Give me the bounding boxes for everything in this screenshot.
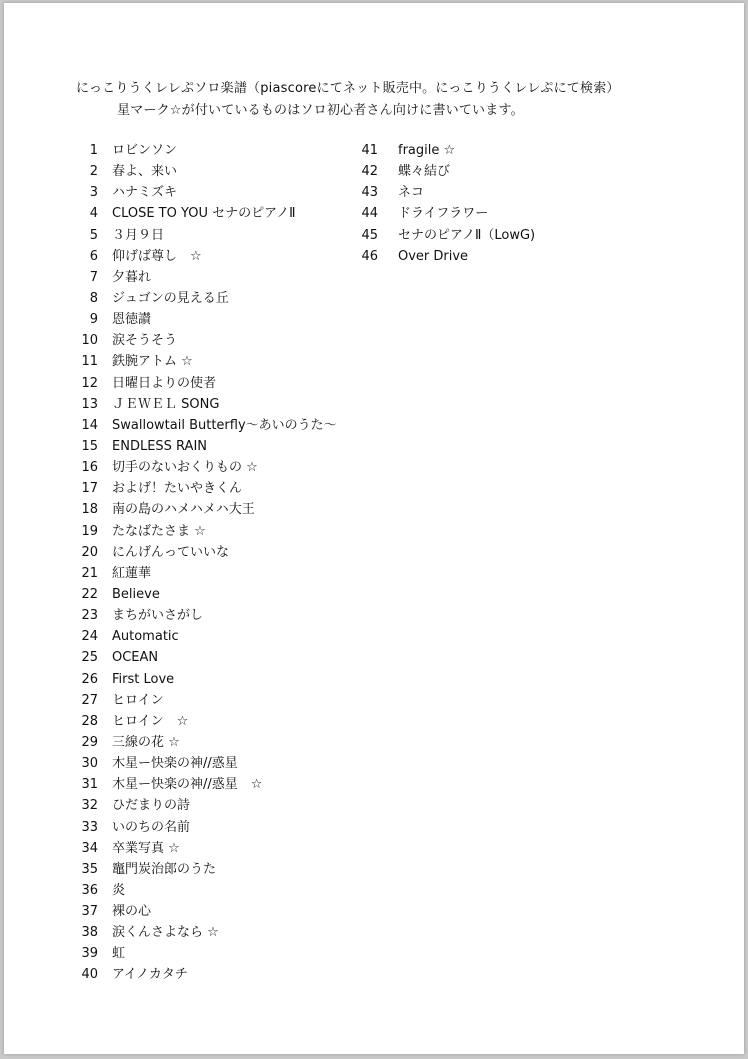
- song-title: 虹: [112, 946, 126, 962]
- song-title: ジュゴンの見える丘: [112, 290, 229, 306]
- song-number: 21: [81, 565, 98, 581]
- song-list-item: [72, 859, 337, 880]
- song-number: 3: [89, 185, 98, 201]
- song-list-item: [350, 246, 535, 267]
- song-title: セナのピアノⅡ（LowG): [398, 227, 536, 243]
- song-number: 9: [89, 312, 98, 328]
- song-title: ヒロイン ☆: [112, 713, 189, 729]
- song-number: 42: [361, 164, 378, 180]
- song-list-item: [72, 880, 337, 901]
- song-list-item: [72, 521, 337, 542]
- song-title: ひだまりの詩: [112, 798, 191, 814]
- song-number: 14: [81, 417, 98, 433]
- song-title: ネコ: [398, 185, 425, 201]
- song-list-item: [72, 922, 337, 943]
- song-list-item: [72, 732, 337, 753]
- song-title: 切手のないおくりもの ☆: [112, 460, 258, 476]
- song-number: 26: [81, 671, 98, 687]
- song-number: 30: [81, 756, 98, 772]
- song-list-right: [350, 140, 535, 267]
- song-title: Over Drive: [398, 248, 469, 264]
- song-title: 紅蓮華: [112, 565, 152, 581]
- song-number: 36: [81, 882, 98, 898]
- song-number: 8: [89, 290, 98, 306]
- song-number: 44: [361, 206, 378, 222]
- song-title: ３月９日: [112, 227, 165, 243]
- song-number: 33: [81, 819, 98, 835]
- song-title: Swallowtail Butterfly〜あいのうた〜: [112, 417, 337, 433]
- song-title: Believe: [112, 586, 160, 602]
- song-number: 22: [81, 586, 98, 602]
- song-number: 6: [89, 248, 98, 264]
- song-list-item: [72, 246, 337, 267]
- document-page: [4, 3, 744, 1054]
- beginner-note: 星マーク☆が付いているものはソロ初心者さん向けに書いています。: [117, 103, 524, 118]
- song-list-item: [72, 964, 337, 985]
- song-number: 35: [81, 861, 98, 877]
- song-title: 蝶々結び: [398, 164, 451, 180]
- song-title: 仰げば尊し ☆: [112, 248, 202, 264]
- song-list-item: [72, 267, 337, 288]
- song-title: ドライフラワー: [398, 206, 489, 222]
- song-list-item: [72, 457, 337, 478]
- song-number: 23: [81, 608, 98, 624]
- song-list-item: [350, 203, 535, 224]
- song-number: 32: [81, 798, 98, 814]
- song-title: にんげんっていいな: [112, 544, 230, 560]
- song-number: 16: [81, 460, 98, 476]
- song-title: 木星ー快楽の神//惑星 ☆: [112, 777, 263, 793]
- song-title: ハナミズキ: [112, 185, 178, 201]
- song-list-item: [72, 161, 337, 182]
- song-list-item: [350, 161, 535, 182]
- song-list-item: [72, 415, 337, 436]
- song-title: 夕暮れ: [112, 269, 152, 285]
- song-number: 2: [89, 164, 98, 180]
- song-title: たなばたさま ☆: [112, 523, 206, 539]
- song-list-item: [72, 901, 337, 922]
- song-list-item: [72, 394, 337, 415]
- song-list-item: [350, 225, 535, 246]
- song-title: 南の島のハメハメハ大王: [112, 502, 255, 518]
- song-title: 涙くんさよなら ☆: [112, 925, 219, 941]
- song-number: 25: [81, 650, 98, 666]
- song-title: 竈門炭治郎のうた: [112, 861, 217, 877]
- song-title: まちがいさがし: [112, 608, 204, 624]
- song-number: 46: [361, 248, 378, 264]
- song-list-item: [72, 542, 337, 563]
- song-list-left: [72, 140, 337, 986]
- song-list-item: [72, 943, 337, 964]
- song-list-item: [72, 436, 337, 457]
- song-number: 19: [81, 523, 98, 539]
- song-list-item: [72, 478, 337, 499]
- song-number: 7: [89, 269, 98, 285]
- song-list-item: [72, 690, 337, 711]
- song-title: OCEAN: [112, 650, 159, 666]
- song-title: 恩徳讃: [112, 312, 152, 328]
- song-list-item: [72, 838, 337, 859]
- song-list-item: [72, 182, 337, 203]
- song-list-item: [72, 203, 337, 224]
- song-title: fragile ☆: [398, 143, 456, 158]
- song-number: 39: [81, 946, 98, 962]
- song-title: CLOSE TO YOU セナのピアノⅡ: [112, 206, 296, 222]
- song-list-item: [72, 288, 337, 309]
- song-number: 27: [81, 692, 98, 708]
- song-title: 鉄腕アトム ☆: [112, 354, 193, 370]
- song-title: First Love: [112, 671, 175, 687]
- song-title: いのちの名前: [112, 819, 191, 835]
- song-list-item: [72, 626, 337, 647]
- song-number: 17: [81, 481, 98, 497]
- song-list-item: [72, 351, 337, 372]
- song-number: 12: [81, 375, 98, 391]
- song-number: 11: [81, 354, 98, 370]
- song-number: 34: [81, 840, 98, 856]
- song-number: 45: [361, 227, 378, 243]
- song-number: 29: [81, 734, 98, 750]
- song-title: 炎: [112, 882, 126, 898]
- song-title: ロビンソン: [112, 143, 178, 158]
- song-number: 1: [89, 143, 98, 158]
- song-list-item: [72, 817, 337, 838]
- song-number: 20: [81, 544, 98, 560]
- song-title: 日曜日よりの使者: [112, 375, 217, 391]
- song-list-item: [350, 182, 535, 203]
- song-number: 13: [81, 396, 98, 412]
- song-number: 37: [81, 904, 98, 920]
- song-number: 43: [361, 185, 378, 201]
- song-list-item: [72, 225, 337, 246]
- song-title: 春よ、来い: [112, 164, 178, 180]
- song-number: 38: [81, 925, 98, 941]
- song-list-item: [72, 795, 337, 816]
- song-number: 41: [361, 143, 378, 158]
- song-list-item: [72, 711, 337, 732]
- song-title: 裸の心: [112, 904, 152, 920]
- song-number: 18: [81, 502, 98, 518]
- song-list-item: [72, 753, 337, 774]
- song-number: 4: [89, 206, 98, 222]
- song-list-item: [72, 774, 337, 795]
- song-number: 40: [81, 967, 98, 983]
- song-list-item: [72, 330, 337, 351]
- song-list-item: [72, 669, 337, 690]
- song-title: ＪＥＷＥＬ SONG: [112, 396, 220, 412]
- song-number: 28: [81, 713, 98, 729]
- song-title: 涙そうそう: [112, 333, 178, 349]
- page-title: にっこりうくレレぷソロ楽譜（piascoreにてネット販売中。にっこりうくレレぷにて検索）: [76, 81, 620, 96]
- song-list-item: [72, 647, 337, 668]
- song-title: 木星ー快楽の神//惑星: [112, 756, 238, 772]
- song-list-item: [72, 499, 337, 520]
- song-list-item: [72, 605, 337, 626]
- song-list-item: [72, 584, 337, 605]
- song-list-item: [72, 373, 337, 394]
- song-title: 卒業写真 ☆: [112, 840, 180, 856]
- song-list-item: [350, 140, 535, 161]
- song-title: 三線の花 ☆: [112, 734, 180, 750]
- song-number: 10: [81, 333, 98, 349]
- song-number: 31: [81, 777, 98, 793]
- song-title: およげ！たいやきくん: [112, 481, 243, 497]
- song-title: ENDLESS RAIN: [112, 438, 207, 454]
- song-list-item: [72, 563, 337, 584]
- song-list-item: [72, 309, 337, 330]
- song-number: 5: [89, 227, 98, 243]
- song-number: 15: [81, 438, 98, 454]
- song-title: Automatic: [112, 629, 179, 645]
- song-title: ヒロイン: [112, 692, 164, 708]
- song-number: 24: [81, 629, 98, 645]
- song-title: アイノカタチ: [112, 967, 188, 983]
- song-list-item: [72, 140, 337, 161]
